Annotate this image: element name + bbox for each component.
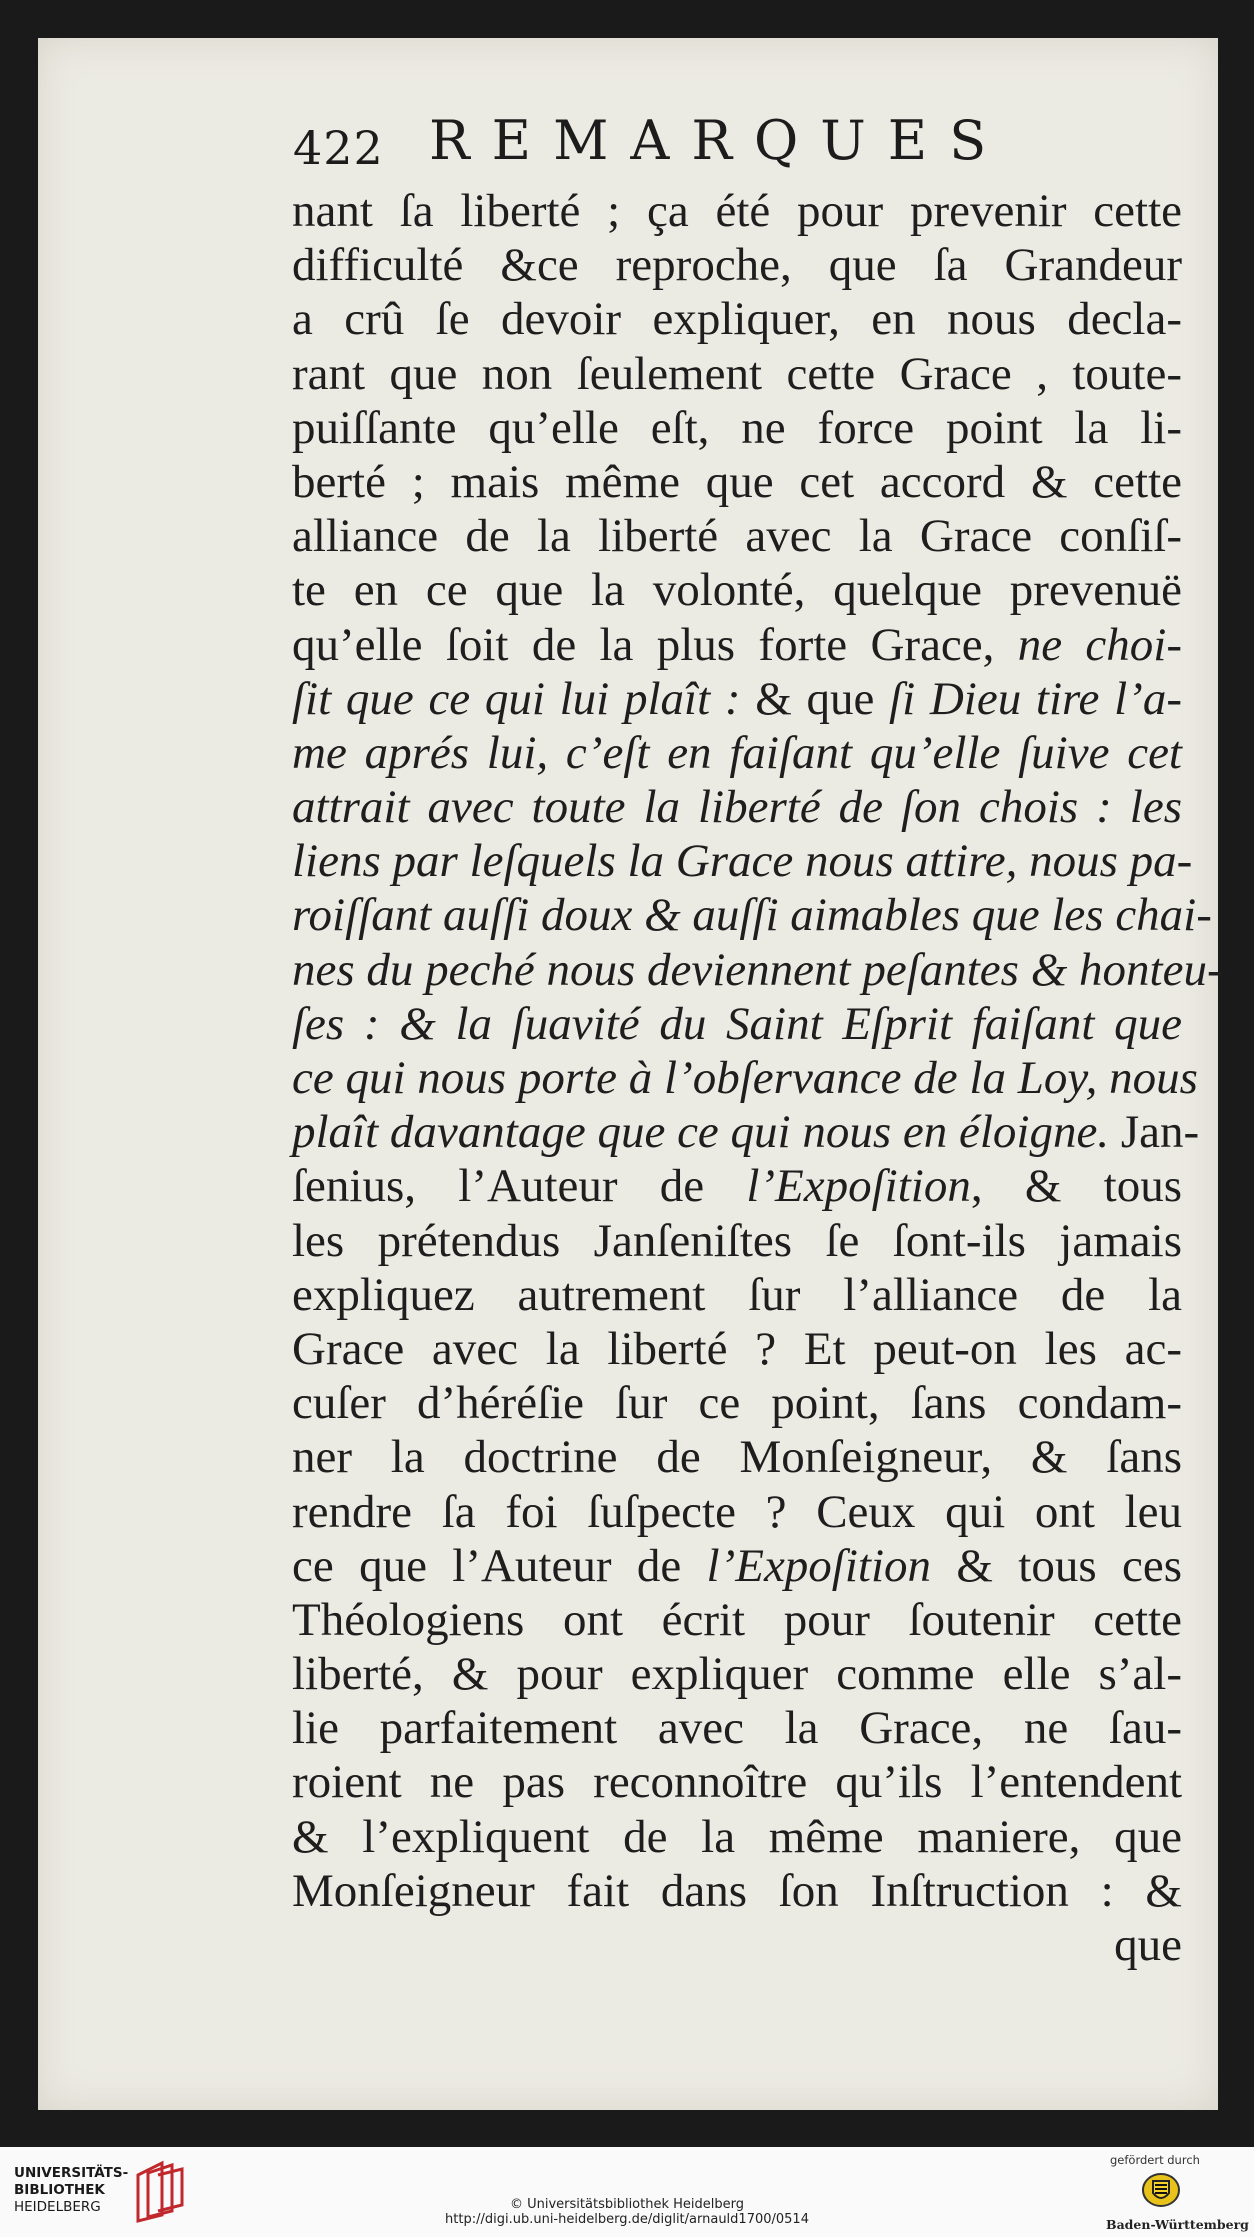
text-line: [292, 1918, 1182, 1972]
italic-segment: l’Expoſition: [706, 1539, 932, 1592]
body-text: [292, 184, 1223, 1972]
page-number: 422: [293, 121, 384, 175]
copyright-text: © Universitätsbibliothek Heidelberg: [509, 2197, 744, 2212]
text-line: [292, 509, 1182, 563]
text-line: [292, 1430, 1182, 1484]
coat-of-arms-icon: [1140, 2169, 1182, 2211]
roman-segment: & que: [740, 672, 890, 725]
roman-segment: ce que l’Auteur de: [292, 1539, 707, 1592]
sponsor-name[interactable]: Baden-Württemberg: [1106, 2217, 1249, 2232]
roman-segment: liberté, & pour expliquer comme elle s’al-: [292, 1648, 1182, 1701]
text-line: [292, 292, 1182, 346]
roman-segment: te en ce que la volonté, quelque prevenuë: [292, 564, 1182, 617]
roman-segment: rendre ſa foi ſuſpecte ? Ceux qui ont leu: [292, 1485, 1182, 1538]
text-line: [292, 455, 1182, 509]
italic-segment: me aprés lui, c’eſt en faiſant qu’elle ſuive cet: [292, 726, 1182, 779]
roman-segment: a crû ſe devoir expliquer, en nous decla-: [292, 293, 1182, 346]
text-line: [292, 834, 1193, 888]
text-line: [292, 1376, 1182, 1430]
roman-segment: Théologiens ont écrit pour ſoutenir cette: [292, 1593, 1182, 1646]
sponsor-label: gefördert durch: [1110, 2153, 1200, 2167]
roman-segment: berté ; mais même que cet accord & cette: [292, 455, 1182, 508]
library-name-line3: HEIDELBERG: [14, 2199, 101, 2215]
roman-segment: cuſer d’héréſie ſur ce point, ſans condam-: [292, 1377, 1182, 1430]
text-line: [292, 1810, 1182, 1864]
roman-segment: ſenius, l’Auteur de: [292, 1160, 747, 1213]
italic-segment: ſit que ce qui lui plaît :: [292, 672, 741, 725]
roman-segment: & l’expliquent de la même maniere, que: [292, 1810, 1182, 1863]
running-head: REMARQUES: [429, 109, 1009, 172]
roman-segment: nant ſa liberté ; ça été pour prevenir cette: [292, 185, 1182, 237]
text-line: [292, 184, 1182, 238]
roman-segment: les prétendus Janſeniſtes ſe ſont-ils jamais: [292, 1214, 1182, 1267]
text-line: [292, 401, 1182, 455]
text-line: [292, 1051, 1198, 1105]
roman-segment: puiſſante qu’elle eſt, ne force point la li-: [292, 401, 1182, 454]
italic-segment: ſes : & la ſuavité du Saint Eſprit faiſant que: [292, 997, 1182, 1050]
roman-segment: qu’elle ſoit de la plus forte Grace,: [292, 618, 1018, 671]
library-name-line2: BIBLIOTHEK: [14, 2182, 105, 2198]
text-line: [292, 238, 1182, 292]
text-line: [292, 1105, 1200, 1159]
italic-segment: ce qui nous porte à l’obſervance de la Loy, nous: [292, 1052, 1198, 1104]
text-line: [292, 563, 1182, 617]
roman-segment: lie parfaitement avec la Grace, ne ſau-: [292, 1702, 1182, 1755]
text-line: [292, 1864, 1182, 1918]
text-line: [292, 780, 1182, 834]
roman-segment: roient ne pas reconnoître qu’ils l’entendent: [292, 1756, 1182, 1809]
text-line: [292, 1268, 1182, 1322]
roman-segment: rant que non ſeulement cette Grace , toute-: [292, 347, 1182, 400]
roman-segment: & tous ces: [931, 1539, 1182, 1592]
permalink[interactable]: http://digi.ub.uni-heidelberg.de/diglit/arnauld1700/0514: [445, 2212, 809, 2227]
roman-segment: ner la doctrine de Monſeigneur, & ſans: [292, 1431, 1182, 1484]
text-line: [292, 1755, 1182, 1809]
italic-segment: ne choi-: [1017, 618, 1182, 671]
text-line: [292, 1593, 1182, 1647]
roman-segment: Monſeigneur fait dans ſon Inſtruction : &: [292, 1864, 1182, 1917]
roman-segment: Grace avec la liberté ? Et peut-on les ac-: [292, 1322, 1182, 1375]
italic-segment: plaît davantage que ce qui nous en éloigne.: [292, 1106, 1110, 1159]
italic-segment: roiſſant auſſi doux & auſſi aimables que les chai-: [292, 889, 1212, 942]
text-line: [292, 1647, 1182, 1701]
italic-segment: attrait avec toute la liberté de ſon chois : les: [292, 781, 1182, 834]
text-line: [292, 1539, 1182, 1593]
text-line: [292, 726, 1182, 780]
italic-segment: ſi Dieu tire l’a-: [889, 672, 1182, 725]
text-line: [292, 943, 1223, 997]
text-line: [292, 1701, 1182, 1755]
roman-segment: , & tous: [970, 1160, 1182, 1213]
text-line: [292, 347, 1182, 401]
italic-segment: l’Expoſition: [746, 1160, 971, 1213]
roman-segment: que: [1114, 1919, 1182, 1971]
page-header: [253, 85, 1053, 185]
text-line: [292, 1485, 1182, 1539]
text-line: [292, 1214, 1182, 1268]
text-line: [292, 1159, 1182, 1213]
roman-segment: difficulté &ce reproche, que ſa Grandeur: [292, 239, 1182, 292]
roman-segment: alliance de la liberté avec la Grace conſiſ-: [292, 510, 1182, 563]
italic-segment: nes du peché nous deviennent peſantes & honteu-: [292, 943, 1223, 996]
text-line: [292, 997, 1182, 1051]
text-line: [292, 888, 1212, 942]
library-name-line1: UNIVERSITÄTS-: [14, 2165, 129, 2181]
text-line: [292, 672, 1182, 726]
text-line: [292, 1322, 1182, 1376]
italic-segment: liens par leſquels la Grace nous attire, nous pa-: [292, 835, 1193, 888]
copyright-block: [0, 2197, 1254, 2227]
text-line: [292, 618, 1182, 672]
viewer-footer: [0, 2147, 1254, 2237]
roman-segment: Jan-: [1109, 1106, 1200, 1159]
roman-segment: expliquez autrement ſur l’alliance de la: [292, 1268, 1182, 1321]
